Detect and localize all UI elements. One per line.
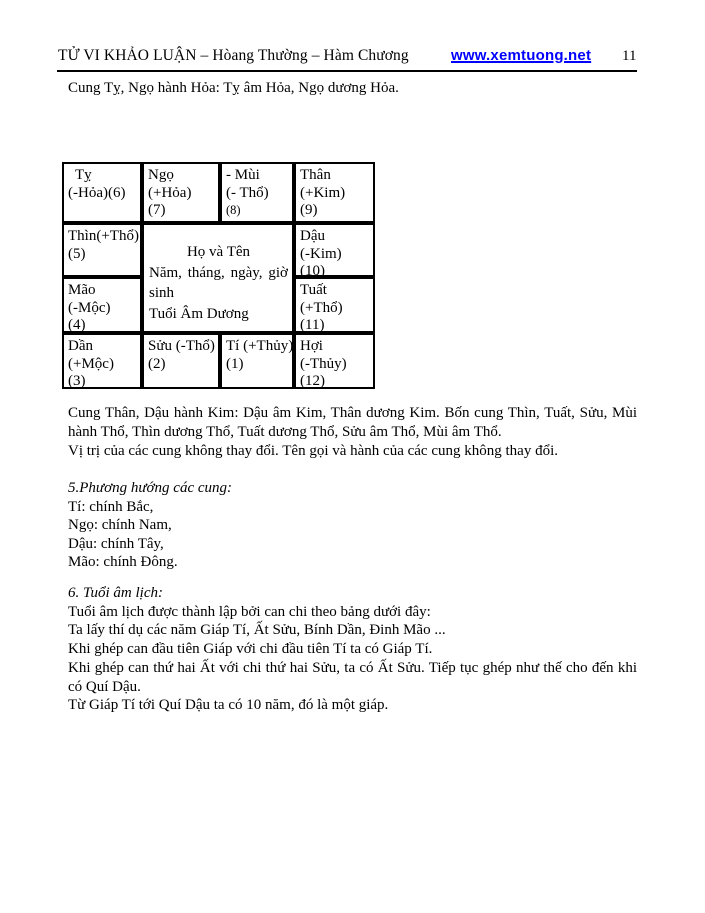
direction-item: Dậu: chính Tây,	[68, 535, 164, 552]
palace-cell-line: Tuất	[300, 282, 327, 298]
palace-cell-line: (+Mộc)	[68, 355, 114, 372]
page-number: 11	[622, 48, 637, 64]
palace-center-cell	[142, 223, 294, 333]
palace-cell-line: Sửu (-Thổ)	[148, 338, 215, 354]
palace-cell-line: (-Hỏa)(6)	[68, 184, 126, 201]
palace-cell-line: Dần	[68, 338, 93, 354]
palace-table	[62, 162, 375, 389]
palace-cell-tuat	[294, 277, 375, 333]
palace-cell-line: (8)	[226, 203, 241, 217]
direction-item: Mão: chính Đông.	[68, 554, 178, 571]
palace-cell-line: (-Mộc)	[68, 299, 111, 316]
palace-cell-line: (3)	[68, 373, 86, 389]
palace-cell-line: (+Thổ)	[300, 299, 343, 316]
palace-cell-line: (10)	[300, 263, 325, 279]
palace-cell-hoi	[294, 333, 375, 389]
palace-cell-line: (5)	[68, 245, 86, 262]
palace-cell-line: Thân	[300, 167, 331, 183]
palace-cell-line: Thìn(+Thổ)	[68, 228, 139, 244]
palace-cell-line: (9)	[300, 202, 318, 218]
palace-cell-thin	[62, 223, 142, 277]
website-link[interactable]: www.xemtuong.net	[451, 47, 592, 64]
palace-cell-ngo	[142, 162, 220, 223]
palace-cell-mao	[62, 277, 142, 333]
palace-cell-ty	[62, 162, 142, 223]
birth-info-label: Năm, tháng, ngày, giờ sinh	[149, 264, 288, 301]
palace-cell-dau	[294, 223, 375, 277]
palace-cell-line: (-Kim)	[300, 245, 342, 262]
palace-cell-line: Dậu	[300, 228, 325, 244]
palace-cell-line: (7)	[148, 202, 166, 218]
palace-cell-line: (11)	[300, 317, 325, 333]
section-directions	[68, 479, 637, 572]
palace-cell-line: Mão	[68, 282, 96, 298]
position-paragraph: Vị trị của các cung không thay đổi. Tên gọi và hành của các cung không thay đổi.	[68, 442, 558, 459]
palace-cell-suu	[142, 333, 220, 389]
palace-cell-dan	[62, 333, 142, 389]
lunar-age-line: Ta lấy thí dụ các năm Giáp Tí, Ất Sửu, Bính Dần, Đinh Mão ...	[68, 622, 446, 639]
palace-cell-line: Ngọ	[148, 167, 174, 183]
lunar-age-line: Khi ghép can đầu tiên Giáp với chi đầu tiên Tí ta có Giáp Tí.	[68, 641, 433, 658]
palace-cell-line: (12)	[300, 373, 325, 389]
kim-paragraph-block	[68, 404, 637, 460]
palace-cell-line: (+Hỏa)	[148, 184, 192, 201]
direction-item: Tí: chính Bắc,	[68, 498, 154, 515]
section6-heading: 6. Tuổi âm lịch:	[68, 585, 164, 601]
section-lunar-age	[68, 584, 637, 715]
age-label: Tuổi Âm Dương	[149, 305, 249, 322]
lunar-age-line: Tuổi âm lịch được thành lập bởi can chi theo bảng dưới đây:	[68, 603, 431, 620]
name-label: Họ và Tên	[186, 244, 251, 260]
palace-cell-than	[294, 162, 375, 223]
palace-cell-line: (1)	[226, 355, 244, 372]
palace-cell-ti	[220, 333, 294, 389]
palace-cell-line: Tỵ	[75, 167, 92, 183]
palace-cell-line: (- Thổ)	[226, 184, 269, 201]
page-header-title: TỬ VI KHẢO LUẬN – Hòang Thường – Hàm Chương	[58, 47, 409, 64]
palace-cell-line: Hợi	[300, 338, 323, 354]
palace-cell-line: (2)	[148, 355, 166, 372]
palace-cell-line: (-Thủy)	[300, 355, 347, 372]
lunar-age-line: Từ Giáp Tí tới Quí Dậu ta có 10 năm, đó là một giáp.	[68, 697, 389, 714]
palace-cell-line: (+Kim)	[300, 184, 346, 201]
header-divider	[57, 70, 637, 72]
lunar-age-line: Khi ghép can thứ hai Ất với chi thứ hai Sửu, ta có Ất Sửu. Tiếp tục ghép như thế cho đến khi có Quí Dậu.	[68, 659, 637, 695]
palace-cell-line: - Mùi	[226, 167, 260, 183]
direction-item: Ngọ: chính Nam,	[68, 517, 172, 534]
section5-heading: 5.Phương hướng các cung:	[68, 480, 233, 496]
palace-cell-line: (4)	[68, 317, 86, 333]
kim-paragraph: Cung Thân, Dậu hành Kim: Dậu âm Kim, Thân dương Kim. Bốn cung Thìn, Tuất, Sửu, Mùi hành Thổ, Thìn dương Thổ, Tuất dương Thổ, Sửu âm Thổ, Mùi âm Thổ.	[68, 405, 637, 440]
palace-cell-mui	[220, 162, 294, 223]
palace-cell-line: Tí (+Thủy)	[226, 338, 294, 354]
intro-paragraph: Cung Tỵ, Ngọ hành Hỏa: Tỵ âm Hỏa, Ngọ dương Hỏa.	[68, 80, 399, 96]
